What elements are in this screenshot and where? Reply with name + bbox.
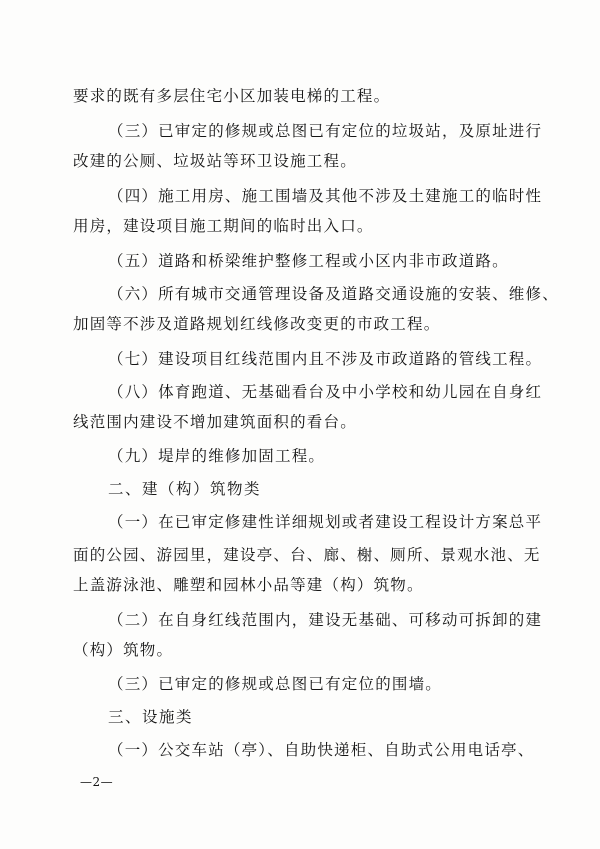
text-line-12: （九）堤岸的维修加固工程。 (108, 447, 326, 465)
text-line-4: （四）施工用房、施工围墙及其他不涉及土建施工的临时性 (108, 187, 543, 205)
text-line-14: （一）在已审定修建性详细规划或者建设工程设计方案总平 (108, 513, 543, 531)
text-line-9: （七）建设项目红线范围内且不涉及市政道路的管线工程。 (108, 350, 543, 368)
text-line-2: （三）已审定的修规或总图已有定位的垃圾站，及原址进行 (108, 122, 543, 140)
text-line-6: （五）道路和桥梁维护整修工程或小区内非市政道路。 (108, 252, 509, 270)
text-line-10: （八）体育跑道、无基础看台及中小学校和幼儿园在自身红 (108, 383, 543, 401)
text-line-16: 上盖游泳池、雕塑和园林小品等建（构）筑物。 (73, 576, 424, 594)
text-line-21: （一）公交车站（亭）、自助快递柜、自助式公用电话亭、 (108, 741, 535, 759)
text-line-19: （三）已审定的修规或总图已有定位的围墙。 (108, 675, 443, 693)
text-line-18: （构）筑物。 (73, 641, 174, 659)
page-number: —2— (80, 775, 114, 789)
section-heading-3: 三、设施类 (108, 708, 194, 726)
text-line-8: 加固等不涉及道路规划红线修改变更的市政工程。 (73, 315, 441, 333)
text-line-5: 用房，建设项目施工期间的临时出入口。 (73, 217, 374, 235)
text-line-11: 线范围内建设不增加建筑面积的看台。 (73, 413, 357, 431)
text-line-3: 改建的公厕、垃圾站等环卫设施工程。 (73, 152, 357, 170)
text-line-1: 要求的既有多层住宅小区加装电梯的工程。 (73, 87, 391, 105)
text-line-17: （二）在自身红线范围内，建设无基础、可移动可拆卸的建 (108, 611, 543, 629)
section-heading-2: 二、建（构）筑物类 (108, 480, 262, 498)
text-line-15: 面的公园、游园里，建设亭、台、廊、榭、厕所、景观水池、无 (73, 546, 541, 564)
text-line-7: （六）所有城市交通管理设备及道路交通设施的安装、维修、 (108, 285, 559, 303)
